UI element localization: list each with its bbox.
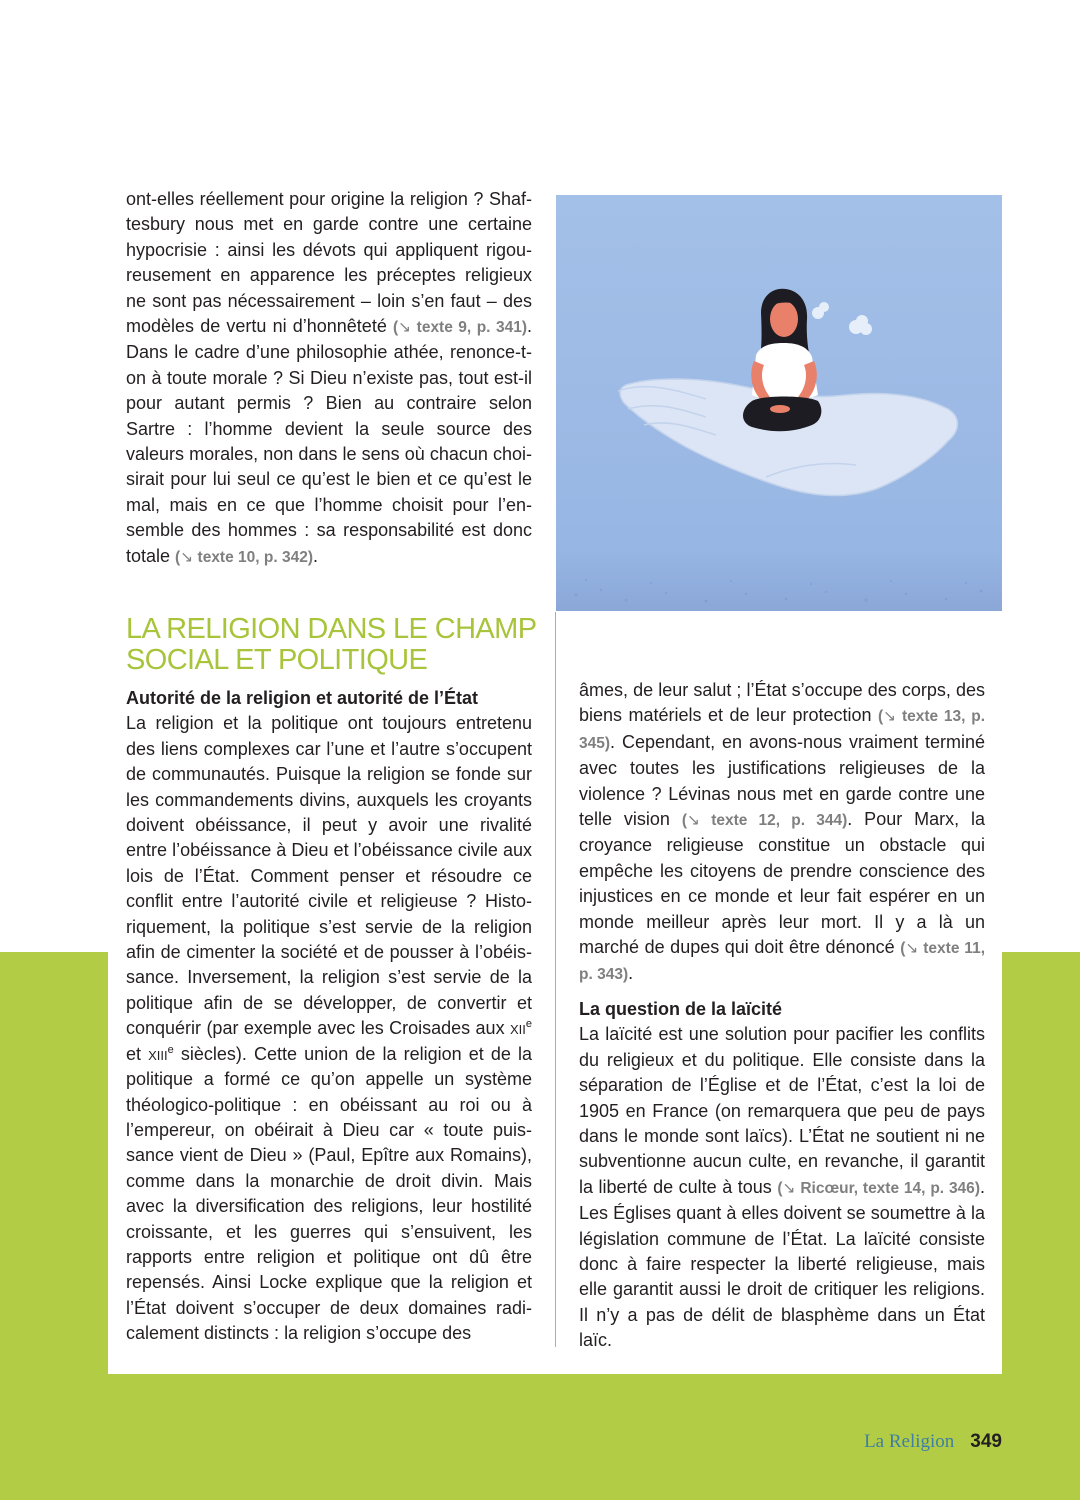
subsection-heading: La question de la laïcité bbox=[579, 998, 783, 1019]
reference-link[interactable]: (↘ texte 12, p. 344) bbox=[681, 812, 848, 830]
arrow-icon: ↘ bbox=[398, 319, 412, 337]
century-numeral: xiii bbox=[148, 1043, 168, 1064]
century-numeral: xii bbox=[509, 1018, 526, 1039]
reference-link[interactable]: (↘ texte 11, p. 343) bbox=[579, 940, 986, 984]
reference-link[interactable]: (↘ texte 9, p. 341) bbox=[393, 319, 527, 337]
section-title: LA RELIGION DANS LE CHAMP SOCIAL ET POLITIQUE bbox=[126, 613, 536, 676]
intro-text-a: ont-elles réellement pour origine la religion ? Shaftesbury nous met en garde contre une certaine hypocrisie : ainsi les dévots qui appliquent rigoureusement en apparence les préceptes religieux ne sont pas nécessairement – loin s’en faut – des modèles de vertu ni d’honnêteté bbox=[126, 189, 532, 337]
meditation-illustration bbox=[556, 195, 1002, 611]
section-right-column: âmes, de leur salut ; l’État s’occupe des corps, des biens matériels et de leur protection (↘ texte 13, p. 345). Cependant, en avons-nous vraiment terminé avec toutes les justifications religieuses de la violence ? Lévinas nous met en garde contre une telle vision (↘ texte 12, p. 344). Pour Marx, la croyance religieuse constitue un obstacle qui empêche les citoyens de prendre conscience des injustices en ce monde et leur fait espérer en un monde meilleur après leur mort. Il y a là un marché de dupes qui doit être dénoncé (↘ texte 11, p. 343). La question de la laïcité La laïcité est une solution pour pacifier les conflits du religieux et du politique. Elle consiste dans la séparation de l’Église et de l’État, c’est la loi de 1905 en France (on remarquera que peu de pays dans le monde sont laïcs). L’État ne soutient ni ne subventionne aucun culte, en revanche, il garantit la liberté de culte à tous (↘ Ricœur, texte 14, p. 346). Les Églises quant à elles doivent se soumettre à la législation commune de l’État. La laïcité consiste donc à faire respecter la liberté religieuse, mais elle garantit aussi le droit de critiquer les religions. Il n’y a pas de délit de blasphème dans un État laïc. bbox=[579, 680, 986, 1351]
arrow-icon: ↘ bbox=[180, 548, 194, 566]
intro-text-b: . Dans le cadre d’une philosophie athée, renonce-t-on à toute morale ? Si Dieu n’existe pas, tout est-il pour autant permis ? Bien au contraire selon Sartre : l’homme devient la seule source des valeurs morales, non dans le sens où chacun choisirait pour lui seul ce qu’est le bien et ce qu’est le mal, mais en ce que l’homme choisit pour l’ensemble des hommes : sa responsabilité est donc totale bbox=[126, 316, 532, 566]
reference-link[interactable]: (↘ Ricœur, texte 14, p. 346) bbox=[777, 1179, 980, 1197]
intro-paragraph: ont-elles réellement pour origine la religion ? Shaftesbury nous met en garde contre une certaine hypocrisie : ainsi les dévots qui appliquent rigoureusement en apparence les préceptes religieux ne sont pas nécessairement – loin s’en faut – des modèles de vertu ni d’honnêteté (↘ texte 9, p. 341). Dans le cadre d’une philosophie athée, renonce-t-on à toute morale ? Si Dieu n’existe pas, tout est-il pour autant permis ? Bien au contraire selon Sartre : l’homme devient la seule source des valeurs morales, non dans le sens où chacun choisirait pour lui seul ce qu’est le bien et ce qu’est le mal, mais en ce que l’homme choisit pour l’ensemble des hommes : sa responsabilité est donc totale (↘ texte 10, p. 342). bbox=[126, 189, 532, 566]
arrow-icon: ↘ bbox=[905, 940, 919, 958]
arrow-icon: ↘ bbox=[782, 1179, 796, 1197]
reference-link[interactable]: (↘ texte 10, p. 342) bbox=[175, 548, 313, 566]
subsection-heading: Autorité de la religion et autorité de l’État bbox=[126, 688, 479, 708]
arrow-icon: ↘ bbox=[686, 812, 700, 830]
section-left-column: Autorité de la religion et autorité de l’État La religion et la politique ont toujours entretenu des liens complexes car l’une et l’autre s’occupent de communautés. Puisque la religion se fonde sur les commandements divins, auxquels les croyants doivent obéissance, il peut y avoir une rivalité entre l’obéissance à Dieu et l’obéissance civile aux lois de l’État. Comment penser et résoudre ce conflit entre l’autorité civile et religieuse ? Historiquement, la politique s’est servie de la religion afin de cimenter la société et de pousser à l’obéissance. Inversement, la religion s’est servie de la politique afin de se développer, de convertir et conquérir (par exemple avec les Croisades aux xii$^e$ et xiii$^e$ siècles). Cette union de la religion et de la politique a formé ce qu’on appelle un système théologico-politique : en obéissant au roi ou à l’empereur, on obéirait à Dieu car « toute puissance vient de Dieu » (Paul, Epître aux Romains), comme dans la monarchie de droit divin. Mais avec la diversification des religions, leur hostilité croissante, et les guerres qui s’ensuivent, les rapports entre religion et politique ont dû être repensés. Ainsi Locke explique que la religion et l’État doivent s’occuper de deux domaines radicalement distincts : la religion s’occupe des bbox=[126, 688, 533, 1344]
chapter-title: La Religion bbox=[864, 1431, 955, 1452]
column-divider bbox=[555, 612, 556, 1347]
page-number: 349 bbox=[970, 1431, 1002, 1452]
reference-link[interactable]: (↘ texte 13, p. 345) bbox=[579, 708, 985, 752]
page-footer bbox=[864, 1431, 1002, 1453]
arrow-icon: ↘ bbox=[883, 708, 897, 726]
